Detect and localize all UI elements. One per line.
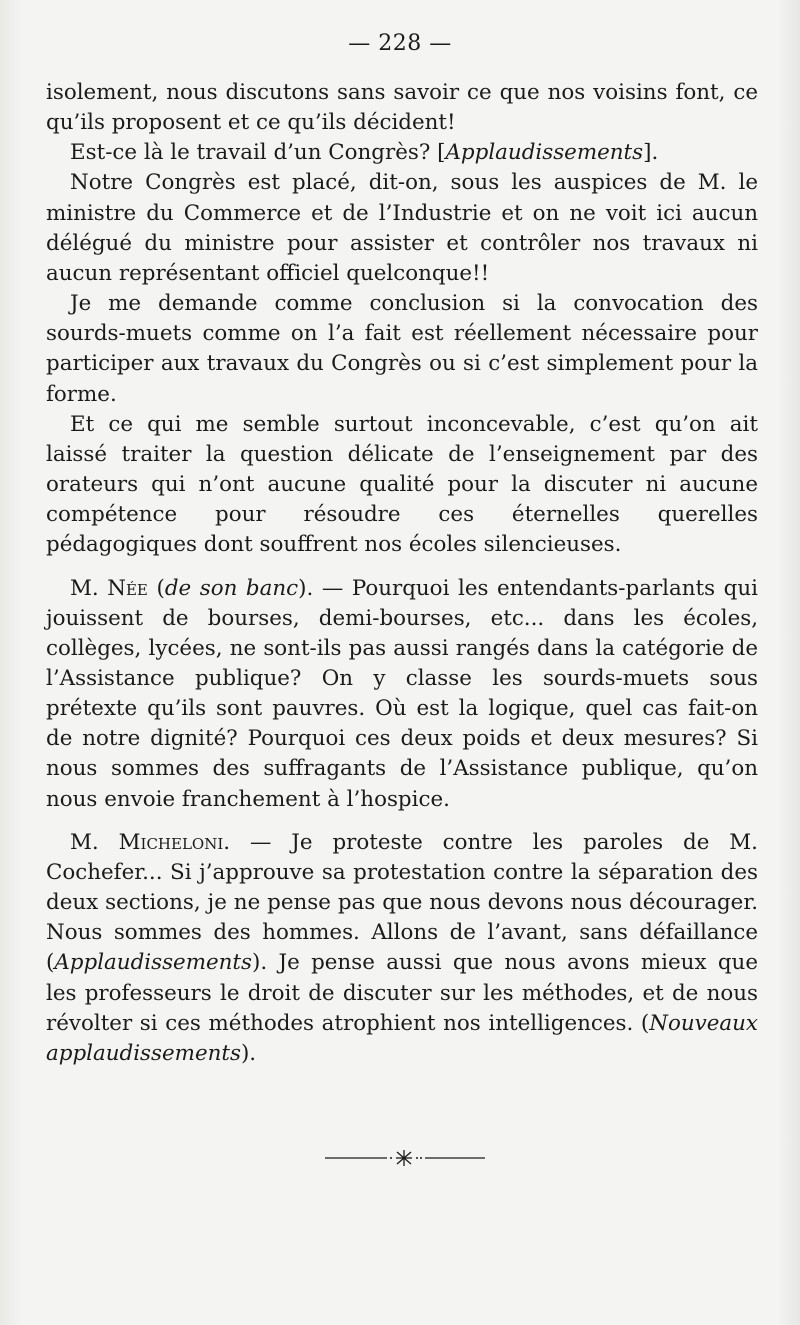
paragraph-applause: [46, 138, 758, 168]
speech-micheloni: M. Micheloni. — Je proteste contre les paroles de M. Cochefer... Si j’approuve sa protestation contre la séparation des deux sections, je ne pense pas que nous devons nous décourager. Nous sommes des hommes. Allons de l’avant, sans défaillance (Applaudissements). Je pense aussi que nous avons mieux que les professeurs le droit de discuter sur les méthodes, et de nous révolter si ces méthodes atrophient nos intelligences. (Nouveaux applaudissements).: [46, 829, 758, 1066]
paragraph-continuation: isolement, nous discutons sans savoir ce que nos voisins font, ce qu’ils proposent et ce qu’ils décident!: [46, 80, 758, 136]
applause-note-2: Applaudissements: [54, 950, 253, 976]
page-number: — 228 —: [348, 31, 452, 56]
section-end-ornament: [325, 1147, 485, 1167]
speech-micheloni-text-1: Je proteste contre les paroles de M. Cochefer... Si j’approuve sa protestation contre la séparation des deux sections, je ne pense pas que nous devons nous décourager. Nous sommes des hommes. Allons de l’avant, sans défaillance (: [46, 829, 758, 976]
speech-nee: M. Née (de son banc). — Pourquoi les entendants-parlants qui jouissent de bourses, demi-bourses, etc... dans les écoles, collèges, lycées, ne sont-ils pas aussi rangés dans la catégorie de l’Assistance publique? On y classe les sourds-muets sous prétexte qu’ils sont pauvres. Où est la logique, quel cas fait-on de notre dignité? Pourquoi ces deux poids et deux mesures? Si nous sommes des suffragants de l’Assistance publique, qu’on nous envoie franchement à l’hospice.: [46, 575, 758, 812]
paragraph-applause-close: ].: [643, 140, 659, 166]
speaker-micheloni: M. Micheloni: [70, 829, 224, 855]
speech-micheloni-text-3: ).: [240, 1040, 257, 1066]
paragraph-teaching: Et ce qui me semble surtout inconcevable, c’est qu’on ait laissé traiter la question délicate de l’enseignement par des orateurs qui n’ont aucune qualité pour la discuter ni aucune compétence pour résoudre ces éternelles querelles pédagogiques dont souffrent nos écoles silencieuses.: [46, 411, 758, 558]
stage-direction: de son banc: [164, 575, 299, 601]
paragraph-ministry: Notre Congrès est placé, dit-on, sous les auspices de M. le ministre du Commerce et de l’Industrie et on ne voit ici aucun délégué du ministre pour assister et contrôler nos travaux ni aucun représentant officiel quelconque!!: [46, 170, 758, 286]
speech-nee-text: Pourquoi les entendants-parlants qui jouissent de bourses, demi-bourses, etc... dans les écoles, collèges, lycées, ne sont-ils pas aussi rangés dans la catégorie de l’Assistance publique? On y classe les sourds-muets sous prétexte qu’ils sont pauvres. Où est la logique, quel cas fait-on de notre dignité? Pourquoi ces deux poids et deux mesures? Si nous sommes des suffragants de l’Assistance publique, qu’on nous envoie franchement à l’hospice.: [46, 575, 758, 812]
applause-note-3: Nouveaux applaudissements: [46, 1010, 758, 1066]
speaker-nee: M. Née: [70, 575, 148, 601]
speech-micheloni-text-2: ). Je pense aussi que nous avons mieux que les professeurs le droit de discuter sur les méthodes, et de nous révolter si ces méthodes atrophient nos intelligences. (: [46, 950, 758, 1036]
paragraph-convocation: Je me demande comme conclusion si la convocation des sourds-muets comme on l’a fait est réellement nécessaire pour participer aux travaux du Congrès ou si c’est simplement pour la forme.: [46, 291, 758, 407]
body-text: [46, 78, 758, 1069]
applause-note: Applaudissements: [445, 140, 644, 166]
paragraph-applause-text: Est-ce là le travail d’un Congrès? [: [70, 140, 446, 166]
